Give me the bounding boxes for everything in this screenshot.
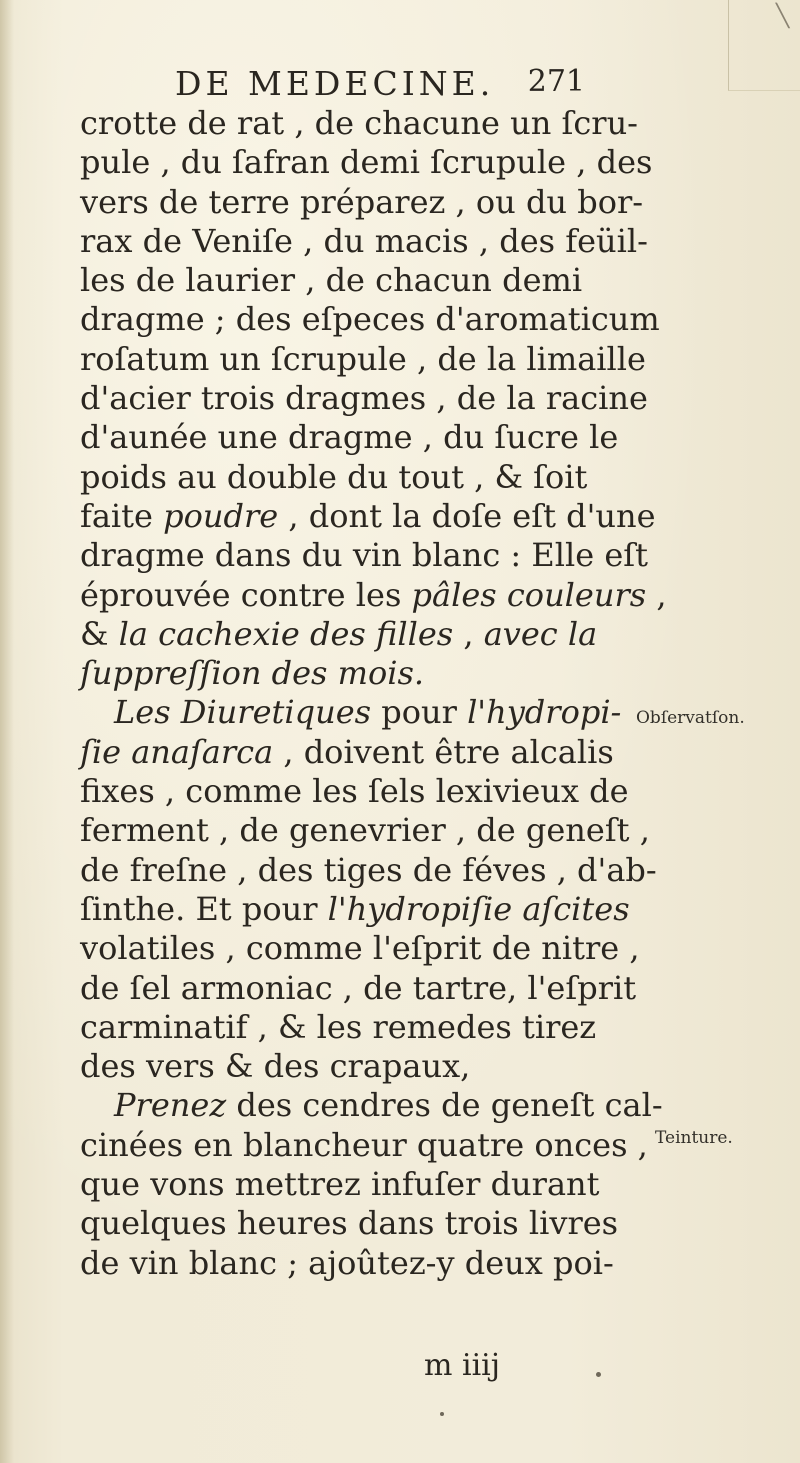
italic-run: poudre (163, 496, 279, 535)
page-number: 271 (527, 64, 585, 99)
italic-run: Prenez (114, 1086, 227, 1125)
text-line (80, 575, 667, 615)
italic-run: ſuppreſſion des mois. (80, 654, 425, 693)
text-run: des cendres de geneſt cal- (226, 1086, 663, 1125)
text-line (80, 693, 625, 732)
text-run: rax de Veniſe , du macis , des feüil- (80, 221, 648, 260)
italic-run: la cachexie des filles (118, 614, 454, 653)
text-run: carminatif , & les remedes tirez (80, 1007, 597, 1046)
text-line (80, 733, 625, 772)
text-line (80, 1008, 625, 1047)
text-line (80, 221, 648, 261)
page-gutter-shadow (0, 0, 14, 1463)
text-line (80, 1165, 625, 1204)
text-run: de ſel armoniac , de tartre, l'eſprit (80, 968, 637, 1007)
text-line (80, 1244, 625, 1283)
text-line (80, 654, 625, 693)
text-run: faite (80, 496, 164, 535)
text-run: ferment , de genevrier , de geneſt , (80, 811, 650, 850)
running-title: DE MEDECINE. (175, 64, 495, 103)
text-run: de vin blanc ; ajoûtez-y deux poi- (80, 1243, 614, 1282)
text-run: poids au double du tout , & ſoit (80, 457, 588, 496)
text-run: & (80, 614, 119, 653)
text-run: les de laurier , de chacun demi (80, 261, 583, 300)
text-run: volatiles , comme l'eſprit de nitre , (80, 929, 640, 968)
margin-note-observation: Obſervatſon. (636, 708, 745, 728)
italic-run: l'hydropiſie aſcites (327, 889, 630, 928)
text-line (80, 811, 650, 850)
text-line (80, 261, 625, 300)
text-run: , (646, 575, 667, 614)
italic-run: ſie anaſarca (80, 732, 274, 771)
text-line (80, 772, 629, 811)
text-line (80, 104, 638, 143)
text-line (80, 536, 648, 575)
text-run: pule , du ſafran demi ſcrupule , des (80, 143, 653, 182)
text-run: d'acier trois dragmes , de la racine (80, 379, 648, 418)
text-run: que vons mettrez infuſer durant (80, 1165, 600, 1204)
text-run: vers de terre préparez , ou du bor- (80, 182, 644, 221)
text-line (80, 1125, 648, 1165)
text-run: d'aunée une dragme , du ſucre le (80, 418, 619, 457)
text-line (80, 1204, 625, 1243)
italic-run: pâles couleurs (411, 575, 647, 614)
running-header (175, 64, 585, 104)
text-line (80, 182, 644, 222)
signature-mark: m iiij (424, 1348, 501, 1383)
text-run: fixes , comme les ſels lexivieux de (80, 772, 629, 811)
text-line (80, 889, 630, 929)
ink-speck (440, 1412, 444, 1416)
text-line (80, 379, 648, 418)
ink-speck (596, 1372, 601, 1377)
text-line (80, 1086, 663, 1125)
text-run: ſinthe. Et pour (80, 889, 328, 928)
text-line (80, 339, 646, 379)
text-run: dragme dans du vin blanc : Elle eſt (80, 536, 648, 575)
text-run: roſatum un ſcrupule , de la limaille (80, 339, 646, 378)
italic-run: avec la (483, 614, 598, 653)
text-run: éprouvée contre les (80, 575, 412, 614)
body-text (80, 104, 667, 1283)
text-line (80, 850, 657, 890)
text-line (80, 418, 625, 457)
text-run: dragme ; des eſpeces d'aromaticum (80, 300, 660, 339)
text-line (80, 496, 656, 536)
margin-note-teinture: Teinture. (655, 1128, 733, 1148)
text-run: de freſne , des tiges de féves , d'ab- (80, 850, 657, 889)
text-run: des vers & des crapaux, (80, 1047, 471, 1086)
text-line (80, 300, 660, 339)
text-line (80, 458, 625, 497)
text-run: pour (371, 693, 468, 732)
italic-run: l'hydropi- (467, 693, 622, 732)
text-line (80, 143, 653, 182)
text-run: crotte de rat , de chacune un ſcru- (80, 104, 638, 142)
text-line (80, 929, 640, 968)
text-line (80, 968, 637, 1008)
corner-mark: ╲ (776, 4, 790, 29)
text-run: , dont la doſe eſt d'une (278, 496, 656, 535)
text-run: , doivent être alcalis (273, 732, 614, 771)
text-run: cinées en blancheur quatre onces , (80, 1125, 648, 1164)
text-run: quelques heures dans trois livres (80, 1204, 619, 1243)
text-line (80, 615, 625, 654)
text-run: , (453, 614, 484, 653)
text-line (80, 1047, 625, 1086)
italic-run: Les Diuretiques (114, 693, 372, 732)
